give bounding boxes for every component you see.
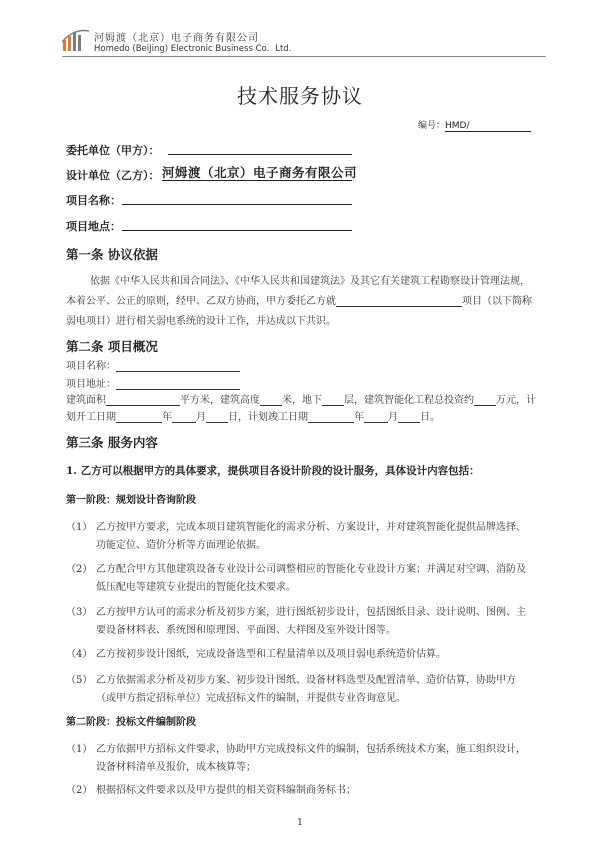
area-blank (106, 395, 180, 406)
phase1-item5-num: （5） (66, 675, 93, 686)
phase2-heading: 第二阶段：投标文件编制阶段 (66, 717, 196, 728)
article1-line2-end: 项目（以下简称 (462, 296, 532, 307)
designer-name: 河姆渡（北京）电子商务有限公司 (162, 165, 358, 180)
investment-unit: 万元，计 (496, 395, 536, 406)
phase2-item2-line1: 根据招标文件要求以及甲方提供的相关资料编制商务标书； (96, 785, 356, 796)
phase1-item4-num: （4） (66, 649, 93, 660)
article2-name-label: 项目名称： (66, 361, 116, 372)
investment-label: 层，建筑智能化工程总投资约 (344, 395, 474, 406)
phase1-item3-num: （3） (66, 607, 93, 618)
document-number (418, 118, 531, 132)
investment-blank (474, 395, 496, 406)
phase2-item1-num: （1） (66, 744, 93, 755)
phase1-item2-line1: 乙方配合甲方其他建筑设备专业设计公司调整相应的智能化专业设计方案；并满足对空调、消防及 (96, 564, 526, 575)
company-logo-icon (62, 28, 90, 52)
height-label: 平方米，建筑高度 (180, 395, 260, 406)
document-number-value: HMD/ (445, 121, 531, 132)
area-label: 建筑面积 (66, 395, 106, 406)
project-name-label: 项目名称： (66, 194, 121, 207)
client-field (168, 154, 352, 155)
project-location-label: 项目地点： (66, 220, 121, 233)
article2-address-label: 项目地址： (66, 379, 116, 390)
phase1-item1-line2: 功能定位、造价分析等方面理论依据。 (96, 540, 266, 551)
article2-heading: 第二条 项目概况 (66, 339, 158, 354)
article2-address-blank (116, 379, 240, 390)
client-label: 委托单位（甲方）： (66, 144, 160, 157)
project-blank (336, 296, 462, 307)
header-divider (62, 56, 546, 57)
start-year-blank (116, 412, 162, 423)
end-day-blank (398, 412, 420, 423)
phase1-heading: 第一阶段：规划设计咨询阶段 (66, 495, 196, 506)
company-name-cn: 河姆渡（北京）电子商务有限公司 (94, 33, 259, 44)
article1-heading: 第一条 协议依据 (66, 247, 158, 262)
project-name-field (122, 204, 352, 205)
phase1-item2-line2: 低压配电等建筑专业提出的智能化技术要求。 (96, 582, 296, 593)
phase1-item3-line2: 要设备材料表、系统图和原理图、平面图、大样图及室外设计图等。 (96, 625, 396, 636)
phase1-item4-line1: 乙方按初步设计图纸，完成设备选型和工程量清单以及项目弱电系统造价估算。 (96, 649, 446, 660)
phase2-item1-line1: 乙方依据甲方招标文件要求，协助甲方完成投标文件的编制，包括系统技术方案，施工组织设计， (96, 744, 526, 755)
start-year-unit: 年 (162, 412, 172, 423)
end-year-unit: 年 (354, 412, 364, 423)
start-date-label: 划开工日期 (66, 412, 116, 423)
height-blank (260, 395, 282, 406)
article2-line4 (66, 408, 440, 423)
page-number: 1 (297, 818, 303, 828)
article3-heading: 第三条 服务内容 (66, 435, 158, 450)
article1-line1: 依据《中华人民共和国合同法》、《中华人民共和国建筑法》及其它有关建筑工程勘察设计管理法规， (90, 276, 530, 287)
start-day-blank (206, 412, 228, 423)
article1-line3: 弱电项目）进行相关弱电系统的设计工作，并达成以下共识。 (66, 316, 336, 327)
start-month-unit: 月 (196, 412, 206, 423)
end-day-unit: 日。 (420, 412, 440, 423)
end-year-blank (308, 412, 354, 423)
company-name-en: Homedo (BeiJing) Electronic Business Co．Ltd. (94, 44, 292, 54)
phase1-item1-line1: 乙方按甲方要求，完成本项目建筑智能化的需求分析、方案设计，并对建筑智能化提供品牌选择、 (96, 522, 526, 533)
end-month-unit: 月 (388, 412, 398, 423)
document-number-label: 编号： (418, 121, 446, 131)
article3-point1: 1. 乙方可以根据甲方的具体要求，提供项目各设计阶段的设计服务，具体设计内容包括： (66, 465, 480, 477)
end-date-label: 日，计划竣工日期 (228, 412, 308, 423)
basement-label: 米，地下 (282, 395, 322, 406)
phase1-item3-line1: 乙方按甲方认可的需求分析及初步方案，进行图纸初步设计，包括图纸目录、设计说明、图例、主 (96, 607, 526, 618)
article2-name-blank (116, 361, 240, 372)
phase2-item2-num: （2） (66, 785, 93, 796)
phase2-item1-line2: 设备材料清单及报价，成本核算等； (96, 762, 256, 773)
end-month-blank (364, 412, 388, 423)
phase1-item5-line1: 乙方依据需求分析及初步方案、初步设计图纸、设备材料选型及配置清单、造价估算，协助甲方 (96, 675, 516, 686)
article2-line3 (66, 391, 536, 406)
article1-line2-start: 本着公平、公正的原则，经甲、乙双方协商，甲方委托乙方就 (66, 296, 336, 307)
project-location-field (122, 230, 352, 231)
start-month-blank (172, 412, 196, 423)
article2-project-address (66, 375, 240, 390)
document-title: 技术服务协议 (237, 84, 363, 108)
basement-blank (322, 395, 344, 406)
article1-line2 (66, 292, 532, 307)
phase1-item5-line2: （或甲方指定招标单位）完成招标文件的编制，并提供专业咨询意见。 (96, 693, 406, 704)
article2-project-name (66, 357, 240, 372)
phase1-item1-num: （1） (66, 522, 93, 533)
designer-underline (162, 180, 352, 181)
phase1-item2-num: （2） (66, 564, 93, 575)
designer-label: 设计单位（乙方）： (66, 169, 160, 182)
